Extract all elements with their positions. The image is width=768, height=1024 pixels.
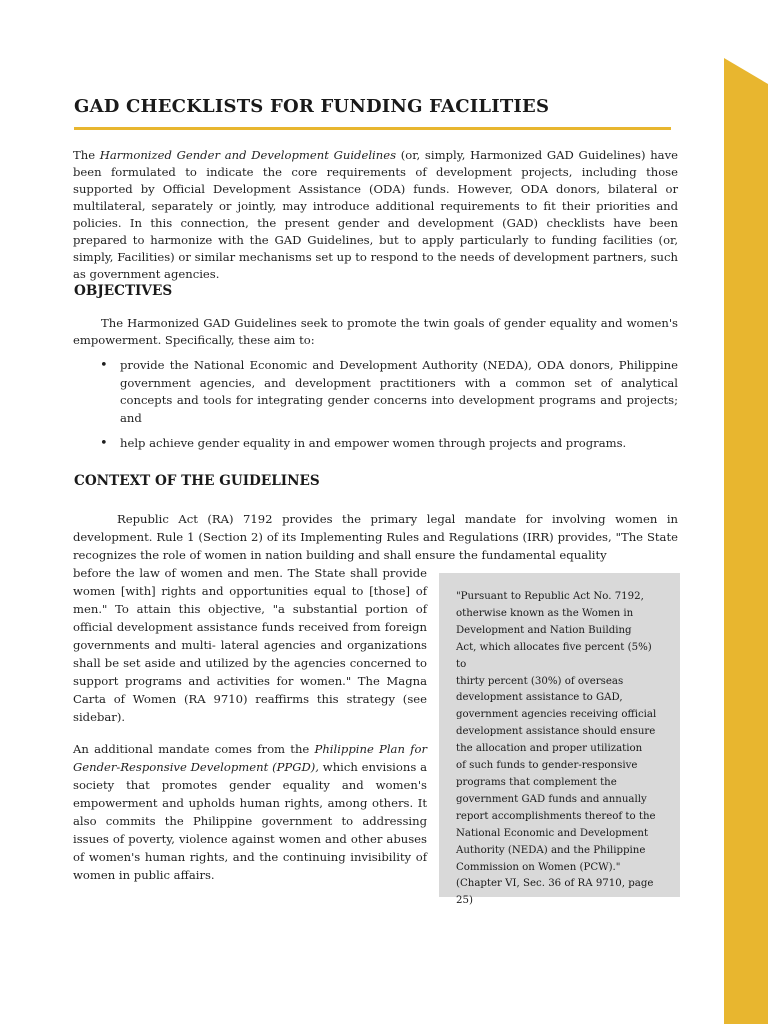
list-item-text: provide the National Economic and Development Authority (NEDA), ODA donors, Philippine government agencies, and development practitioners with a common set of analytical concepts and tools for integrating gender concerns into development programs and projects; and [120, 358, 678, 425]
sidebar-line: of such funds to gender-responsive [456, 760, 638, 772]
sidebar-line: development assistance should ensure [456, 726, 656, 738]
sidebar-line: development assistance to GAD, [456, 692, 623, 704]
intro-lead: The [73, 148, 100, 162]
intro-document-title: Harmonized Gender and Development Guidelines [99, 148, 397, 162]
title-underline [74, 127, 671, 130]
objectives-paragraph: The Harmonized GAD Guidelines seek to promote the twin goals of gender equality and women's empowerment. Specifically, these aim to: [73, 316, 678, 347]
sidebar-line: Development and Nation Building [456, 624, 632, 636]
intro-text: (or, simply, Harmonized GAD Guidelines) have been formulated to indicate the core requirements of development projects, including those supported by Official Development Assistance (ODA) funds. However, ODA donors, bilateral or multilateral, separately or jointly, may introduce additional requirements to fit their priorities and policies. In this connection, the present gender and development (GAD) checklists have been prepared to harmonize with the GAD Guidelines, but to apply particularly to funding facilities (or, simply, Facilities) or similar mechanisms set up to respond to the needs of development partners, such as government agencies. [73, 148, 678, 281]
context-paragraph: Republic Act (RA) 7192 provides the primary legal mandate for involving women in development. Rule 1 (Section 2) of its Implementing Rules and Regulations (IRR) provides, "The State recognizes the role of women in nation building and shall ensure the fundamental equality [73, 512, 678, 562]
sidebar-line: National Economic and Development [456, 827, 649, 839]
sidebar-line: programs that complement the [456, 776, 617, 788]
sidebar-line: the allocation and proper utilization [456, 743, 643, 755]
context-heading: CONTEXT OF THE GUIDELINES [74, 473, 320, 489]
bullet-icon: • [100, 436, 108, 451]
intro-paragraph [73, 147, 678, 283]
sidebar-line: otherwise known as the Women in [456, 607, 634, 619]
sidebar-quote-box [439, 573, 680, 907]
bullet-icon: • [100, 358, 108, 373]
sidebar-line: report accomplishments thereof to the [456, 810, 656, 822]
page-title: GAD CHECKLISTS FOR FUNDING FACILITIES [74, 96, 550, 117]
mandate-text: which envisions a society that promotes gender equality and women's empowerment and upholds human rights, among others. It also commits the Philippine government to addressing issues of poverty, violence against women and other abuses of women's human rights, and the continuing invisibility of women in public affairs. [73, 760, 427, 882]
objectives-heading: OBJECTIVES [74, 283, 173, 299]
sidebar-line: thirty percent (30%) of overseas [456, 675, 624, 687]
sidebar-line: Authority (NEDA) and the Philippine [456, 844, 646, 856]
sidebar-line: government agencies receiving official [456, 709, 657, 721]
context-paragraph-continued: before the law of women and men. The State shall provide women [with] rights and opportunities equal to [those] of men." To attain this objective, "a substantial portion of official development assistance funds received from foreign governments and multi- lateral agencies and organizations shall be set aside and utilized by the agencies concerned to support programs and activities for women." The Magna Carta of Women (RA 9710) reaffirms this strategy (see sidebar). [73, 566, 427, 724]
objectives-list [98, 357, 678, 461]
ppgd-title: Philippine Plan for Gender-Responsive Development (PPGD), [73, 742, 427, 774]
sidebar-line: (Chapter VI, Sec. 36 of RA 9710, page 25) [456, 878, 654, 907]
list-item [98, 435, 678, 453]
sidebar-line: Act, which allocates five percent (5%) to [456, 641, 652, 670]
sidebar-line: "Pursuant to Republic Act No. 7192, [456, 591, 644, 602]
yellow-side-tab [724, 58, 768, 1024]
sidebar-line: government GAD funds and annually [456, 793, 647, 805]
list-item-text: help achieve gender equality in and empower women through projects and programs. [120, 436, 627, 450]
mandate-lead: An additional mandate comes from the [73, 742, 315, 756]
sidebar-line: Commission on Women (PCW)." [456, 861, 621, 873]
list-item [98, 357, 678, 427]
additional-mandate-paragraph [73, 740, 427, 884]
